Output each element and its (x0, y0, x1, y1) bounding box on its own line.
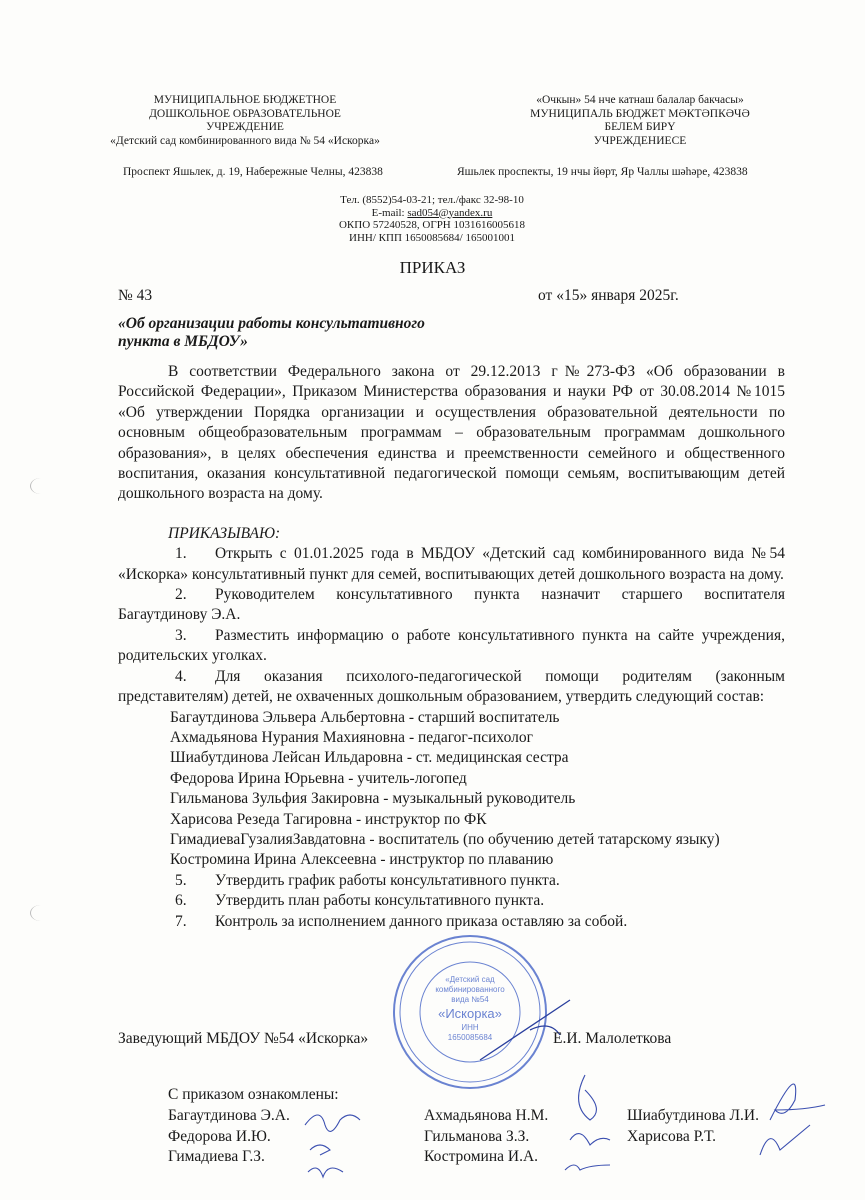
order-item (118, 912, 785, 932)
signer-name: Е.И. Малолеткова (553, 1030, 672, 1047)
signer-position: Заведующий МБДОУ №54 «Искорка» (118, 1030, 369, 1047)
staff-member: Костромина Ирина Алексеевна - инструктор по плаванию (170, 851, 554, 869)
staff-member: ГимадиеваГузалияЗавдатовна - воспитатель (по обучению детей татарскому языку) (170, 830, 720, 848)
stamp-line: комбинированного (435, 985, 505, 994)
email-line (282, 207, 582, 220)
acquainted-name: Гильманова З.З. (424, 1127, 530, 1145)
acquainted-column-2 (424, 1106, 548, 1168)
handwritten-signatures (300, 1080, 380, 1190)
order-item (118, 891, 785, 911)
header-right-line: МУНИЦИПАЛЬ БЮДЖЕТ МӘКТӘПКӘЧӘ (530, 107, 750, 120)
item-number: 7. (175, 912, 187, 930)
order-subject (118, 315, 425, 351)
header-left-line: ДОШКОЛЬНОЕ ОБРАЗОВАТЕЛЬНОЕ (149, 107, 341, 120)
header-right-line: «Очкын» 54 нче катнаш балалар бакчасы» (536, 94, 744, 106)
item-text: Разместить информацию о работе консультативного пункта на сайте учреждения, родительских уголках. (118, 626, 785, 665)
acquainted-name: Багаутдинова Э.А. (168, 1106, 290, 1124)
header-right-block (470, 94, 810, 148)
order-item (118, 585, 785, 626)
acquainted-name: Ахмадьянова Н.М. (424, 1106, 549, 1124)
email-link[interactable]: sad054@yandex.ru (407, 206, 493, 219)
phone: Тел. (8552)54-03-21; тел./факс 32-98-10 (340, 194, 524, 206)
item-text: Для оказания психолого-педагогической помощи родителям (законным представителям) детей, не охваченных дошкольным образованием, утвердить следующий состав: (118, 667, 785, 706)
inn: ИНН/ КПП 1650085684/ 165001001 (349, 231, 515, 244)
item-text: Открыть с 01.01.2025 года в МБДОУ «Детский сад комбинированного вида №54 «Искорка» консультативный пункт для семей, воспитывающих детей дошкольного возраста на дому. (118, 545, 785, 583)
item-number: 3. (175, 626, 187, 644)
item-text: Руководителем консультативного пункта назначит старшего воспитателя Багаутдинову Э.А. (118, 586, 785, 624)
acquainted-column-3 (627, 1106, 759, 1148)
order-item (118, 667, 785, 708)
contacts-block (282, 194, 582, 244)
staff-member: Федорова Ирина Юрьевна - учитель-логопед (170, 769, 467, 787)
header-right-line: УЧРЕЖДЕНИЕСЕ (593, 134, 687, 147)
order-date: от «15» января 2025г. (538, 287, 679, 304)
stamp-line: вида №54 (451, 995, 489, 1004)
subject-line: «Об организации работы консультативного (118, 315, 425, 332)
document-title: ПРИКАЗ (399, 258, 466, 277)
order-item (118, 626, 785, 667)
item-number: 6. (175, 892, 187, 910)
item-number: 5. (175, 871, 187, 889)
item-number: 1. (175, 545, 187, 563)
item-number: 2. (175, 586, 187, 604)
stamp-line: ИНН (461, 1023, 479, 1032)
acquainted-name: Шиабутдинова Л.И. (627, 1106, 759, 1124)
header-right-line: БЕЛЕМ БИРҮ (604, 121, 676, 133)
stamp-line: «Детский сад (445, 975, 495, 984)
staff-member: Харисова Резеда Тагировна - инструктор по ФК (170, 810, 487, 828)
staff-member: Ахмадьянова Нурания Махияновна - педагог-психолог (170, 728, 533, 746)
stamp-line: «Искорка» (438, 1006, 502, 1021)
item-text: Контроль за исполнением данного приказа оставляю за собой. (215, 912, 628, 930)
acquainted-name: Гимадиева Г.З. (168, 1148, 265, 1166)
staff-member: Шиабутдинова Лейсан Ильдаровна - ст. медицинская сестра (170, 749, 569, 767)
order-item (118, 871, 785, 891)
order-word: ПРИКАЗЫВАЮ: (168, 524, 281, 542)
order-number: № 43 (118, 287, 153, 304)
header-left-line: МУНИЦИПАЛЬНОЕ БЮДЖЕТНОЕ (153, 94, 337, 106)
preamble: В соответствии Федерального закона от 29.12.2013 г№273-ФЗ «Об образовании в Российской Федерации», Приказом Министерства образования и науки РФ от 30.08.2014 №1015 «Об утверждении Порядка организации и осуществления образовательной деятельности по основным общеобразовательным программам – образовательным программам дошкольного образования», в целях обеспечения единства и преемственности семейного и общественного воспитания, оказания консультативной педагогической помощи семьям, воспитывающим детей дошкольного возраста на дому. (118, 363, 785, 503)
header-left-line: «Детский сад комбинированного вида № 54 «Искорка» (110, 134, 380, 147)
address-left: Проспект Яшьлек, д. 19, Набережные Челны, 423838 (123, 166, 383, 178)
item-number: 4. (175, 667, 187, 685)
handwritten-signatures (560, 1070, 620, 1180)
order-item (118, 544, 785, 585)
email-label: E-mail: (371, 206, 408, 219)
okpo: ОКПО 57240528, ОГРН 1031616005618 (338, 219, 526, 231)
item-text: Утвердить план работы консультативного пункта. (215, 892, 545, 910)
address-right: Яшьлек проспекты, 19 нчы йөрт, Яр Чаллы шәһәре, 423838 (457, 166, 748, 178)
acquainted-name: Харисова Р.Т. (627, 1127, 716, 1145)
punch-hole-mark (30, 478, 51, 494)
acquainted-name: Федорова И.Ю. (168, 1127, 271, 1145)
header-left-block (95, 94, 395, 148)
acquainted-label: С приказом ознакомлены: (168, 1086, 339, 1103)
item-text: Утвердить график работы консультативного пункта. (215, 871, 560, 889)
acquainted-name: Костромина И.А. (424, 1148, 539, 1166)
staff-member: Гильманова Зульфия Закировна - музыкальный руководитель (170, 790, 576, 808)
stamp-line: 1650085684 (447, 1033, 493, 1042)
handwritten-signatures (750, 1070, 830, 1170)
punch-hole-mark (30, 905, 51, 921)
document-body (118, 362, 785, 932)
subject-line: пункта в МБДОУ» (118, 333, 248, 350)
header-left-line: УЧРЕЖДЕНИЕ (206, 121, 284, 133)
staff-member: Багаутдинова Эльвера Альбертовна - старший воспитатель (170, 708, 560, 726)
